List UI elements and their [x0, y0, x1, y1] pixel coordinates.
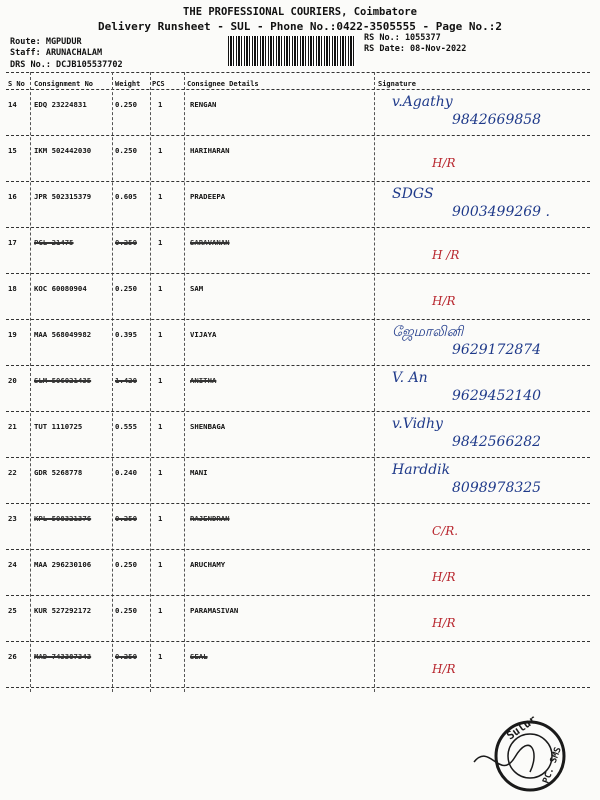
row-sno: 22 — [8, 468, 17, 477]
row-pcs: 1 — [158, 468, 163, 477]
row-sno: 20 — [8, 376, 17, 385]
row-separator — [6, 273, 590, 274]
row-pcs: 1 — [158, 330, 163, 339]
row-pcs: 1 — [158, 146, 163, 155]
row-consignee: PRADEEPA — [190, 192, 226, 201]
row-signature: H /R — [432, 248, 460, 262]
staff-label: Staff: ARUNACHALAM — [10, 48, 103, 58]
row-weight: 1.420 — [115, 376, 137, 385]
row-sno: 23 — [8, 514, 17, 523]
col-header-weight: Weight — [115, 80, 141, 88]
col-header-signature: Signature — [378, 80, 416, 88]
row-signature-phone: 9842669858 — [452, 112, 542, 128]
runsheet-title: Delivery Runsheet - SUL - Phone No.:0422-3505555 - Page No.:2 — [98, 20, 502, 33]
col-divider — [112, 72, 113, 692]
row-separator — [6, 365, 590, 366]
row-weight: 0.395 — [115, 330, 137, 339]
row-separator — [6, 595, 590, 596]
row-consignment-no: GDR 5268778 — [34, 468, 83, 477]
company-title: THE PROFESSIONAL COURIERS, Coimbatore — [183, 6, 417, 18]
row-signature: H/R — [432, 156, 456, 170]
row-sno: 15 — [8, 146, 17, 155]
row-signature: H/R — [432, 616, 456, 630]
row-sno: 16 — [8, 192, 17, 201]
table-top-rule — [6, 72, 590, 73]
row-weight: 0.250 — [115, 606, 137, 615]
row-weight: 0.555 — [115, 422, 137, 431]
row-sno: 19 — [8, 330, 17, 339]
row-separator — [6, 641, 590, 642]
row-sno: 24 — [8, 560, 17, 569]
col-divider — [374, 72, 375, 692]
row-signature: v.Agathy — [392, 94, 453, 110]
row-separator — [6, 319, 590, 320]
row-consignment-no: KOC 60080904 — [34, 284, 87, 293]
row-consignment-no: EDQ 23224831 — [34, 100, 87, 109]
sulur-office-stamp — [470, 712, 570, 792]
row-weight: 0.250 — [115, 652, 137, 661]
col-header-sno: S No — [8, 80, 25, 88]
row-pcs: 1 — [158, 238, 163, 247]
row-consignment-no: PGL 21475 — [34, 238, 74, 247]
row-pcs: 1 — [158, 284, 163, 293]
row-sno: 26 — [8, 652, 17, 661]
col-header-consignment: Consignment No — [34, 80, 94, 88]
drs-label: DRS No.: DCJB105537702 — [10, 60, 123, 70]
row-separator — [6, 457, 590, 458]
row-pcs: 1 — [158, 606, 163, 615]
row-consignee: ARUCHAMY — [190, 560, 226, 569]
row-weight: 0.250 — [115, 514, 137, 523]
row-signature-phone: 8098978325 — [452, 480, 542, 496]
row-weight: 0.250 — [115, 284, 137, 293]
rs-date: RS Date: 08-Nov-2022 — [364, 44, 467, 54]
route-label: Route: MGPUDUR — [10, 37, 82, 47]
row-signature-phone: 9629452140 — [452, 388, 542, 404]
row-consignment-no: SLM 506021435 — [34, 376, 92, 385]
row-consignee: SHENBAGA — [190, 422, 226, 431]
row-pcs: 1 — [158, 100, 163, 109]
row-separator — [6, 181, 590, 182]
rs-number: RS No.: 1055377 — [364, 33, 441, 43]
col-header-pcs: PCS — [152, 80, 165, 88]
col-header-consignee: Consignee Details — [187, 80, 259, 88]
row-pcs: 1 — [158, 514, 163, 523]
row-consignment-no: KPL 508321376 — [34, 514, 92, 523]
row-weight: 0.240 — [115, 468, 137, 477]
row-sno: 25 — [8, 606, 17, 615]
row-pcs: 1 — [158, 422, 163, 431]
row-signature: V. An — [392, 370, 428, 386]
row-signature: ஜேமாலினி — [392, 324, 464, 340]
row-signature: C/R. — [432, 524, 459, 538]
row-sno: 14 — [8, 100, 17, 109]
row-consignee: SARAVANAN — [190, 238, 230, 247]
row-consignee: PARAMASIVAN — [190, 606, 239, 615]
row-separator — [6, 411, 590, 412]
row-consignee: SAM — [190, 284, 204, 293]
row-sno: 18 — [8, 284, 17, 293]
row-consignment-no: TUT 1110725 — [34, 422, 83, 431]
row-pcs: 1 — [158, 376, 163, 385]
row-consignment-no: IKM 502442030 — [34, 146, 92, 155]
col-divider — [184, 72, 185, 692]
row-signature: v.Vidhy — [392, 416, 443, 432]
stamp-text-side: PC. SMS — [541, 745, 564, 786]
row-weight: 0.250 — [115, 100, 137, 109]
row-signature: Harddik — [392, 462, 451, 478]
row-consignment-no: MAA 568049982 — [34, 330, 92, 339]
row-consignee: VIJAYA — [190, 330, 217, 339]
row-pcs: 1 — [158, 192, 163, 201]
col-divider — [150, 72, 151, 692]
row-consignee: RAJENDRAN — [190, 514, 230, 523]
row-signature-phone: 9842566282 — [452, 434, 542, 450]
col-divider — [30, 72, 31, 692]
row-separator — [6, 503, 590, 504]
row-sno: 21 — [8, 422, 17, 431]
row-consignment-no: MAA 296230106 — [34, 560, 92, 569]
row-consignee: MANI — [190, 468, 208, 477]
row-separator — [6, 549, 590, 550]
row-signature-phone: 9003499269 . — [452, 204, 550, 220]
row-weight: 0.250 — [115, 560, 137, 569]
row-signature: H/R — [432, 294, 456, 308]
row-consignee: SEAL — [190, 652, 208, 661]
row-separator — [6, 135, 590, 136]
row-sno: 17 — [8, 238, 17, 247]
row-consignee: RENGAN — [190, 100, 217, 109]
row-pcs: 1 — [158, 652, 163, 661]
row-consignee: ANITHA — [190, 376, 217, 385]
row-consignment-no: MAD 743387343 — [34, 652, 92, 661]
stamp-signature-scribble — [474, 745, 534, 772]
row-weight: 0.605 — [115, 192, 137, 201]
row-pcs: 1 — [158, 560, 163, 569]
row-separator — [6, 687, 590, 688]
row-consignment-no: JPR 502315379 — [34, 192, 92, 201]
row-weight: 0.250 — [115, 146, 137, 155]
row-weight: 0.250 — [115, 238, 137, 247]
row-signature-phone: 9629172874 — [452, 342, 542, 358]
barcode — [228, 36, 356, 66]
row-consignment-no: KUR 527292172 — [34, 606, 92, 615]
row-signature: SDGS — [392, 186, 434, 202]
row-signature: H/R — [432, 662, 456, 676]
row-consignee: HARIHARAN — [190, 146, 230, 155]
stamp-text-top: Sulur — [504, 712, 539, 743]
row-signature: H/R — [432, 570, 456, 584]
header-bottom-rule — [6, 89, 590, 90]
row-separator — [6, 227, 590, 228]
